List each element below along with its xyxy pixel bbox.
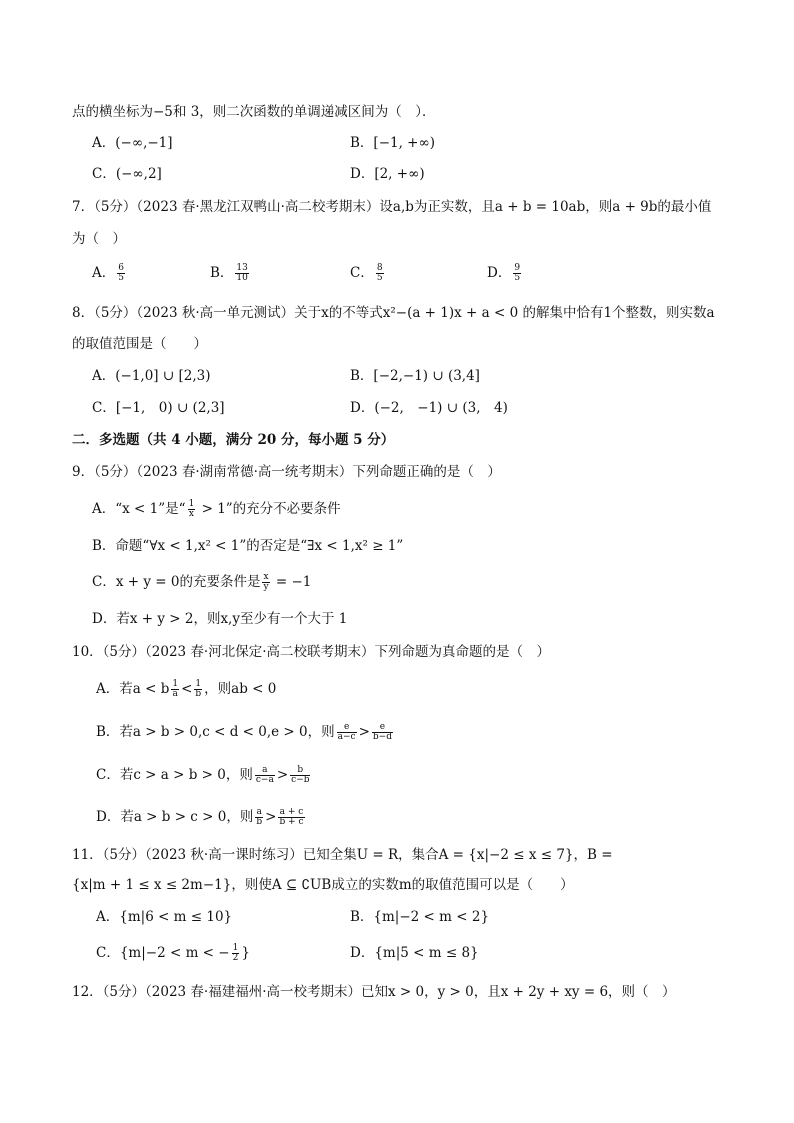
fraction-denominator: y bbox=[263, 582, 269, 592]
q10-stem: 10．（5分）（2023 春·河北保定·高二校联考期末）下列命题为真命题的是（ ） bbox=[72, 644, 550, 660]
q10-option-c: C．若c > a > b > 0，则 $\frac{a}{c-a}$ > $\frac{b}{c-b}$ bbox=[96, 765, 310, 785]
fraction-denominator: 5 bbox=[376, 273, 383, 283]
fraction-numerator: 13 bbox=[236, 263, 248, 273]
q12-stem: 12．（5分）（2023 春·福建福州·高一校考期末）已知x > 0，y > 0，且x + 2y + xy = 6，则（ ） bbox=[72, 984, 676, 1000]
q6-option-b: B．[−1, +∞) bbox=[350, 135, 435, 151]
fraction-denominator: b−d bbox=[372, 732, 392, 742]
q9-option-c: C．x + y = 0的充要条件是 $\frac{x}{y}$ = −1 bbox=[92, 572, 312, 592]
fraction-numerator: b bbox=[290, 766, 310, 776]
fraction-denominator: b bbox=[256, 817, 263, 827]
fraction-numerator: 1 bbox=[188, 499, 195, 509]
q6-option-c: C．(−∞,2] bbox=[92, 166, 162, 182]
fraction-numerator: 1 bbox=[195, 679, 202, 689]
fraction-numerator: 1 bbox=[172, 679, 179, 689]
q8-option-a: A．(−1,0] ∪ [2,3) bbox=[92, 368, 211, 384]
q8-stem-line2: 的取值范围是（ ） bbox=[72, 336, 207, 352]
q11-option-a: A．{m|6 < m ≤ 10} bbox=[96, 909, 233, 925]
q10-option-b: B．若a > b > 0,c < d < 0,e > 0，则 $\frac{e}{a-c}$ > $\frac{e}{b-d}$ bbox=[96, 722, 392, 742]
q11-option-b: B．{m|−2 < m < 2} bbox=[350, 909, 490, 925]
q9-option-a: A．“x < 1”是“ $\frac{1}{x}$ > 1”的充分不必要条件 bbox=[92, 499, 341, 519]
fraction-denominator: 5 bbox=[514, 273, 521, 283]
q9-option-d: D．若x + y > 2，则x,y至少有一个大于 1 bbox=[92, 611, 348, 627]
q11-option-c: C．{m|−2 < m < − $\frac{1}{2}$ } bbox=[96, 943, 250, 963]
q11-stem-line1: 11．（5分）（2023 秋·高一课时练习）已知全集U = R，集合A = {x|−2 ≤ x ≤ 7}，B = bbox=[72, 847, 613, 863]
q8-option-d: D．(−2, −1) ∪ (3, 4) bbox=[350, 400, 508, 416]
fraction-numerator: a bbox=[256, 807, 262, 817]
q9-option-b: B．命题“∀x < 1,x² < 1”的否定是“∃x < 1,x² ≥ 1” bbox=[92, 538, 404, 554]
fraction-denominator: 10 bbox=[236, 273, 248, 283]
fraction-denominator: c−b bbox=[291, 775, 310, 785]
q8-option-c: C．[−1, 0) ∪ (2,3] bbox=[92, 400, 225, 416]
fraction-denominator: a bbox=[172, 689, 178, 699]
fraction-numerator: 6 bbox=[118, 263, 124, 273]
section-heading: 二．多选题（共 4 小题，满分 20 分，每小题 5 分） bbox=[72, 432, 395, 448]
fraction-numerator: x bbox=[263, 572, 269, 582]
fraction-numerator: e bbox=[337, 723, 357, 733]
q7-option-a: A． $\frac{6}{5}$ bbox=[92, 263, 124, 283]
q11-stem-line2: {x|m + 1 ≤ x ≤ 2m−1}，则使A ⊆ ∁UB成立的实数m的取值范围可以是（ ） bbox=[72, 877, 574, 893]
q9-stem: 9．（5分）（2023 春·湖南常德·高一统考期末）下列命题正确的是（ ） bbox=[72, 464, 501, 480]
fraction-numerator: a + c bbox=[279, 807, 304, 817]
fraction-denominator: a−c bbox=[337, 732, 356, 742]
q8-option-b: B．[−2,−1) ∪ (3,4] bbox=[350, 368, 480, 384]
fraction-numerator: 9 bbox=[514, 263, 521, 273]
fraction-denominator: b + c bbox=[279, 817, 304, 827]
fraction-denominator: c−a bbox=[255, 775, 274, 785]
fraction-numerator: a bbox=[255, 766, 275, 776]
q7-option-c: C． $\frac{8}{5}$ bbox=[350, 263, 383, 283]
q6-option-d: D．[2, +∞) bbox=[350, 166, 425, 182]
fraction-numerator: 8 bbox=[376, 263, 383, 273]
q8-stem-line1: 8．（5分）（2023 秋·高一单元测试）关于x的不等式x²−(a + 1)x + a < 0 的解集中恰有1个整数，则实数a bbox=[72, 305, 715, 321]
q7-stem-line1: 7．（5分）（2023 春·黑龙江双鸭山·高二校考期末）设a,b为正实数，且a + b = 10ab，则a + 9b的最小值 bbox=[72, 199, 712, 215]
fraction-denominator: 5 bbox=[118, 273, 124, 283]
q11-option-d: D．{m|5 < m ≤ 8} bbox=[350, 945, 479, 961]
fraction-denominator: 2 bbox=[232, 953, 239, 963]
q7-stem-line2: 为（ ） bbox=[72, 231, 126, 247]
fraction-denominator: b bbox=[195, 689, 202, 699]
q6-option-a: A．(−∞,−1] bbox=[92, 135, 173, 151]
fraction-denominator: x bbox=[188, 509, 194, 519]
fraction-numerator: 1 bbox=[232, 943, 239, 953]
q10-option-a: A．若a < b $\frac{1}{a}$ < $\frac{1}{b}$ ，则ab < 0 bbox=[96, 679, 277, 699]
fraction-numerator: e bbox=[372, 723, 393, 733]
q6-stem: 点的横坐标为−5和 3，则二次函数的单调递减区间为（ ）． bbox=[72, 104, 436, 120]
q7-option-d: D． $\frac{9}{5}$ bbox=[487, 263, 521, 283]
q7-option-b: B． $\frac{13}{10}$ bbox=[210, 263, 248, 283]
q10-option-d: D．若a > b > c > 0，则 $\frac{a}{b}$ > $\frac{a + c}{b + c}$ bbox=[96, 807, 304, 827]
